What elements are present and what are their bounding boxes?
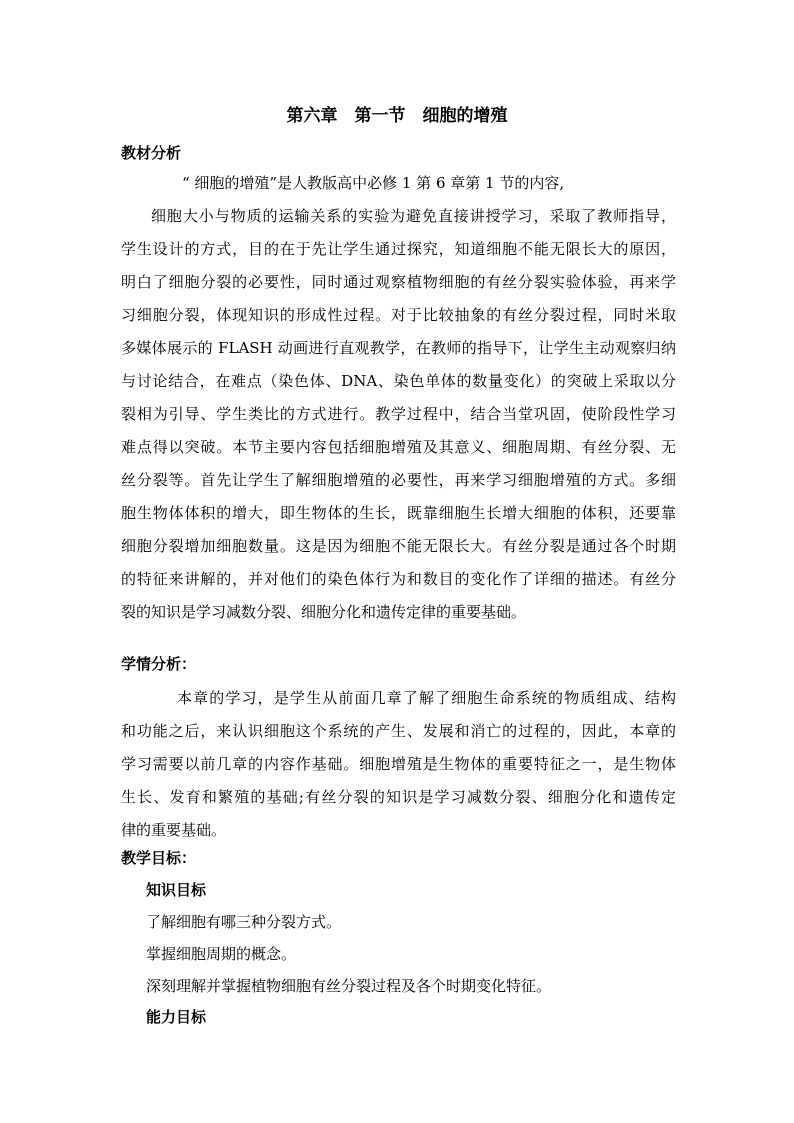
section-heading-textbook-analysis: 教材分析 [121,144,182,162]
knowledge-objective-item: 深刻理解并掌握植物细胞有丝分裂过程及各个时期变化特征。 [146,977,552,995]
knowledge-objective-item: 掌握细胞周期的概念。 [146,945,297,963]
students-paragraph-line: 和功能之后，来认识细胞这个系统的产生、发展和消亡的过程的，因此，本章的 [121,722,676,740]
textbook-paragraph-line: 的特征来讲解的，并对他们的染色体行为和数目的变化作了详细的描述。有丝分 [121,570,676,588]
textbook-paragraph-line: 细胞分裂增加细胞数量。这是因为细胞不能无限长大。有丝分裂是通过各个时期 [121,537,676,555]
textbook-paragraph-line: 裂的知识是学习减数分裂、细胞分化和遗传定律的重要基础。 [121,603,527,621]
students-paragraph-line: 本章的学习，是学生从前面几章了解了细胞生命系统的物质组成、结构 [177,689,676,707]
textbook-paragraph-line: 多媒体展示的 FLASH 动画进行直观教学，在教师的指导下，让学生主动观察归纳 [121,339,676,357]
textbook-paragraph-line: 胞生物体体积的增大，即生物体的生长，既靠细胞生长增大细胞的体积，还要靠 [121,504,676,522]
students-paragraph-line: 律的重要基础。 [121,821,227,839]
subheading-ability-objectives: 能力目标 [146,1008,207,1026]
textbook-intro: “ 细胞的增殖”是人教版高中必修 1 第 6 章第 1 节的内容, [182,174,565,192]
section-heading-student-analysis: 学情分析： [121,655,197,673]
knowledge-objective-item: 了解细胞有哪三种分裂方式。 [146,913,342,931]
textbook-paragraph-line: 细胞大小与物质的运输关系的实验为避免直接讲授学习，采取了教师指导， [151,207,676,225]
section-heading-teaching-objectives: 教学目标： [121,849,197,867]
textbook-paragraph-line: 习细胞分裂，体现知识的形成性过程。对于比较抽象的有丝分裂过程，同时米取 [121,306,676,324]
students-paragraph-line: 生长、发育和繁殖的基础;有丝分裂的知识是学习减数分裂、细胞分化和遗传定 [121,788,676,806]
page-title: 第六章 第一节 细胞的增殖 [286,106,508,126]
students-paragraph-line: 学习需要以前几章的内容作基础。细胞增殖是生物体的重要特征之一，是生物体 [121,755,676,773]
textbook-paragraph-line: 学生设计的方式，目的在于先让学生通过探究，知道细胞不能无限长大的原因， [121,240,676,258]
textbook-paragraph-line: 裂相为引导、学生类比的方式进行。教学过程中，结合当堂巩固，使阶段性学习 [121,405,676,423]
textbook-paragraph-line: 难点得以突破。本节主要内容包括细胞增殖及其意义、细胞周期、有丝分裂、无 [121,438,676,456]
textbook-paragraph-line: 明白了细胞分裂的必要性，同时通过观察植物细胞的有丝分裂实验体验，再来学 [121,273,676,291]
textbook-paragraph-line: 与讨论结合，在难点（染色体、DNA、染色单体的数量变化）的突破上采取以分 [121,372,676,390]
textbook-paragraph-line: 丝分裂等。首先让学生了解细胞增殖的必要性，再来学习细胞增殖的方式。多细 [121,471,676,489]
subheading-knowledge-objectives: 知识目标 [146,881,207,899]
